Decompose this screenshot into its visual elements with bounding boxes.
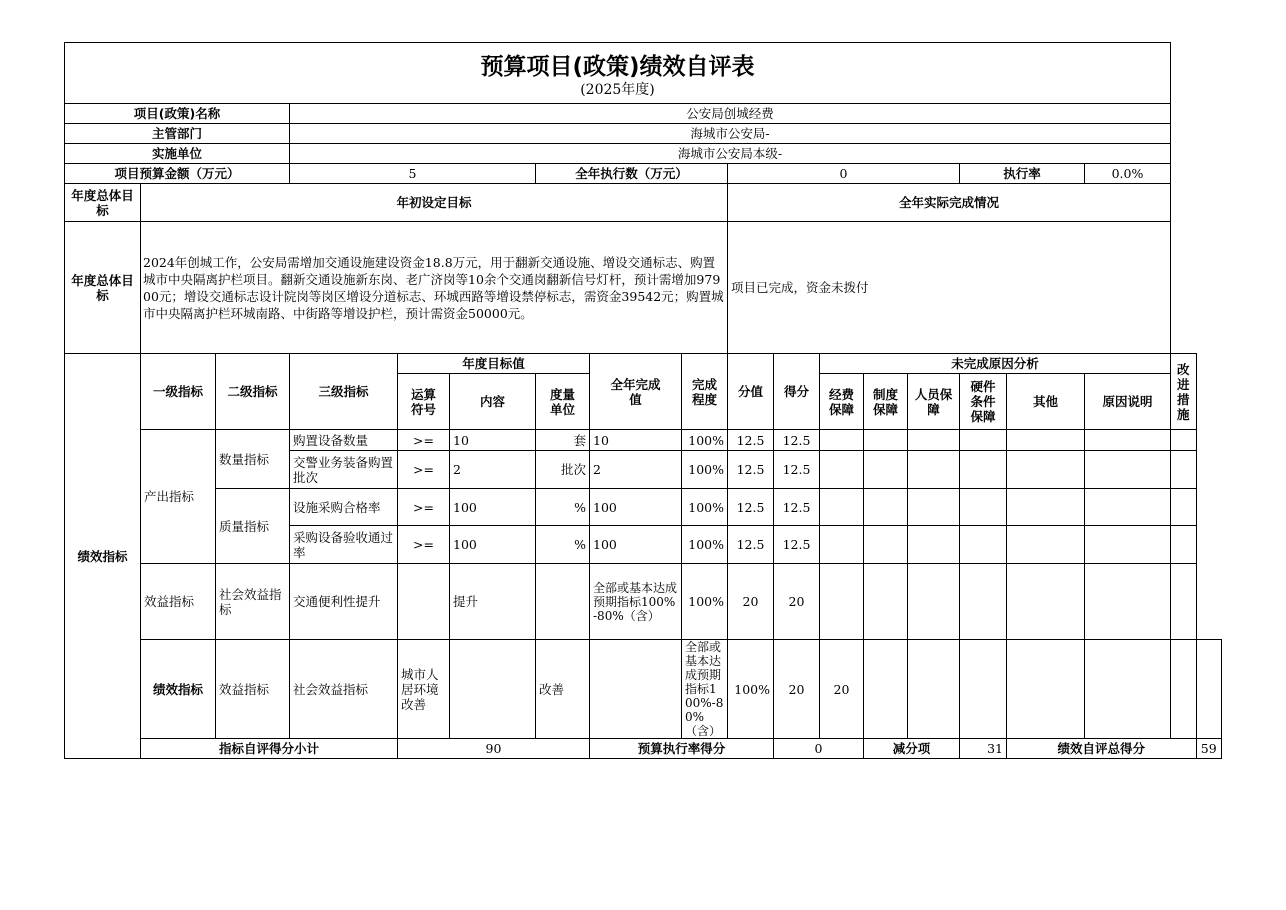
indicator-degree: 100%: [728, 640, 774, 739]
empty-cell: [960, 640, 1007, 739]
header-got: 得分: [774, 354, 820, 430]
empty-cell: [1085, 430, 1171, 451]
unit-label: 实施单位: [65, 144, 290, 164]
indicator-degree: 100%: [682, 489, 728, 526]
empty-cell: [1171, 430, 1197, 451]
empty-cell: [864, 640, 908, 739]
empty-cell: [1196, 640, 1222, 739]
empty-cell: [908, 564, 960, 640]
subtotal-label: 指标自评得分小计: [141, 739, 398, 759]
group-output: 产出指标: [141, 430, 216, 564]
empty-cell: [820, 526, 864, 564]
executed-label: 全年执行数（万元）: [536, 164, 728, 184]
page-title: 预算项目(政策)绩效自评表: [480, 54, 755, 80]
header-r-desc: 原因说明: [1085, 374, 1171, 430]
empty-cell: [960, 451, 1007, 489]
indicator-score: 12.5: [728, 526, 774, 564]
total-value: 59: [1196, 739, 1222, 759]
indicator-unit: 批次: [536, 451, 590, 489]
indicator-unit: [536, 564, 590, 640]
indicator-op: >=: [398, 526, 450, 564]
indicator-degree: 100%: [682, 451, 728, 489]
indicator-got: 20: [820, 640, 864, 739]
indicator-degree: 100%: [682, 430, 728, 451]
header-r-other: 其他: [1007, 374, 1085, 430]
header-improve: 改进措施: [1171, 354, 1197, 430]
rate-label: 执行率: [960, 164, 1085, 184]
group-social: 社会效益指标: [290, 640, 398, 739]
indicator-name: 城市人居环境改善: [398, 640, 450, 739]
indicator-annual: 100: [590, 489, 682, 526]
empty-cell: [1007, 430, 1085, 451]
planned-goal-text: 2024年创城工作，公安局需增加交通设施建设资金18.8万元，用于翻新交通设施、增设交通标志、购置城市中央隔离护栏项目。翻新交通设施新东岗、老广济岗等10余个交通岗翻新信号灯杆，预计需增加97900元；增设交通标志设计院岗等岗区增设分道标志、环城西路等增设禁停标志，需资金39542元；购置城市中央隔离护栏环城南路、中街路等增设护栏，预计需资金50000元。: [141, 222, 728, 354]
indicator-op: [398, 564, 450, 640]
indicator-content: 改善: [536, 640, 590, 739]
empty-cell: [908, 489, 960, 526]
indicator-unit: [590, 640, 682, 739]
empty-cell: [820, 430, 864, 451]
empty-cell: [864, 564, 908, 640]
header-level1: 一级指标: [141, 354, 216, 430]
empty-cell: [864, 451, 908, 489]
indicator-got: 12.5: [774, 430, 820, 451]
indicator-degree: 100%: [682, 564, 728, 640]
empty-cell: [1085, 451, 1171, 489]
empty-cell: [1171, 489, 1197, 526]
indicator-op: >=: [398, 430, 450, 451]
empty-cell: [820, 564, 864, 640]
header-r-staff: 人员保障: [908, 374, 960, 430]
indicator-content: 2: [450, 451, 536, 489]
indicator-content: 10: [450, 430, 536, 451]
indicator-name: 设施采购合格率: [290, 489, 398, 526]
perf-indicator-label: 绩效指标: [65, 354, 141, 759]
rate-value: 0.0%: [1085, 164, 1171, 184]
empty-cell: [820, 451, 864, 489]
page-subtitle: (2025年度): [580, 82, 655, 98]
dept-label: 主管部门: [65, 124, 290, 144]
project-name-label: 项目(政策)名称: [65, 104, 290, 124]
indicator-annual: 100: [590, 526, 682, 564]
empty-cell: [960, 430, 1007, 451]
header-level3: 三级指标: [290, 354, 398, 430]
indicator-unit: 套: [536, 430, 590, 451]
empty-cell: [1007, 564, 1085, 640]
actual-goal-header: 全年实际完成情况: [728, 184, 1171, 222]
empty-cell: [960, 489, 1007, 526]
empty-cell: [1085, 526, 1171, 564]
indicator-got: 12.5: [774, 526, 820, 564]
group-social: 社会效益指标: [216, 564, 290, 640]
empty-cell: [820, 489, 864, 526]
empty-cell: [908, 451, 960, 489]
indicator-score: 12.5: [728, 430, 774, 451]
indicator-score: 20: [774, 640, 820, 739]
indicator-name: 购置设备数量: [290, 430, 398, 451]
exec-score-value: 0: [774, 739, 864, 759]
header-r-sys: 制度保障: [864, 374, 908, 430]
header-score: 分值: [728, 354, 774, 430]
indicator-annual: 全部或基本达成预期指标100%-80%（含）: [682, 640, 728, 739]
indicator-annual: 10: [590, 430, 682, 451]
empty-cell: [1085, 564, 1171, 640]
group-quality: 质量指标: [216, 489, 290, 564]
indicator-op: >=: [398, 489, 450, 526]
title-cell: [65, 43, 1171, 104]
empty-cell: [1007, 526, 1085, 564]
indicator-score: 12.5: [728, 489, 774, 526]
goals-row-label-2: 年度总体目标: [65, 222, 141, 354]
header-annual: 全年完成值: [590, 354, 682, 430]
indicator-annual: 全部或基本达成预期指标100%-80%（含）: [590, 564, 682, 640]
indicator-unit: %: [536, 489, 590, 526]
empty-cell: [908, 640, 960, 739]
perf-indicator-label-2: 绩效指标: [141, 640, 216, 739]
budget-value: 5: [290, 164, 536, 184]
unit-value: 海城市公安局本级-: [290, 144, 1171, 164]
empty-cell: [864, 489, 908, 526]
empty-cell: [960, 526, 1007, 564]
indicator-name: 交警业务装备购置批次: [290, 451, 398, 489]
header-reason-group: 未完成原因分析: [820, 354, 1171, 374]
executed-value: 0: [728, 164, 960, 184]
indicator-degree: 100%: [682, 526, 728, 564]
indicator-annual: 2: [590, 451, 682, 489]
indicator-unit: %: [536, 526, 590, 564]
header-r-fund: 经费保障: [820, 374, 864, 430]
exec-score-label: 预算执行率得分: [590, 739, 774, 759]
indicator-content: 100: [450, 526, 536, 564]
header-degree: 完成程度: [682, 354, 728, 430]
evaluation-table: [64, 42, 1222, 759]
header-level2: 二级指标: [216, 354, 290, 430]
group-benefit: 效益指标: [141, 564, 216, 640]
deduct-label: 减分项: [864, 739, 960, 759]
empty-cell: [1171, 640, 1197, 739]
header-unit: 度量单位: [536, 374, 590, 430]
header-op: 运算符号: [398, 374, 450, 430]
empty-cell: [908, 430, 960, 451]
indicator-op: [450, 640, 536, 739]
dept-value: 海城市公安局-: [290, 124, 1171, 144]
empty-cell: [1007, 640, 1085, 739]
empty-cell: [908, 526, 960, 564]
self-evaluation-form: [64, 42, 1222, 759]
empty-cell: [960, 564, 1007, 640]
empty-cell: [1085, 640, 1171, 739]
budget-label: 项目预算金额（万元）: [65, 164, 290, 184]
empty-cell: [1171, 526, 1197, 564]
planned-goal-header: 年初设定目标: [141, 184, 728, 222]
group-benefit: 效益指标: [216, 640, 290, 739]
indicator-got: 12.5: [774, 489, 820, 526]
indicator-op: >=: [398, 451, 450, 489]
group-quantity: 数量指标: [216, 430, 290, 489]
indicator-score: 12.5: [728, 451, 774, 489]
indicator-content: 100: [450, 489, 536, 526]
indicator-content: 提升: [450, 564, 536, 640]
empty-cell: [864, 526, 908, 564]
indicator-got: 20: [774, 564, 820, 640]
empty-cell: [1171, 451, 1197, 489]
empty-cell: [1171, 564, 1197, 640]
actual-goal-text: 项目已完成，资金未拨付: [728, 222, 1171, 354]
header-target-group: 年度目标值: [398, 354, 590, 374]
indicator-name: 采购设备验收通过率: [290, 526, 398, 564]
project-name-value: 公安局创城经费: [290, 104, 1171, 124]
goals-row-label: 年度总体目标: [65, 184, 141, 222]
total-label: 绩效自评总得分: [1007, 739, 1197, 759]
empty-cell: [1007, 489, 1085, 526]
header-r-hw: 硬件条件保障: [960, 374, 1007, 430]
subtotal-value: 90: [398, 739, 590, 759]
deduct-value: 31: [960, 739, 1007, 759]
empty-cell: [1085, 489, 1171, 526]
header-content: 内容: [450, 374, 536, 430]
empty-cell: [864, 430, 908, 451]
empty-cell: [1007, 451, 1085, 489]
indicator-got: 12.5: [774, 451, 820, 489]
indicator-name: 交通便利性提升: [290, 564, 398, 640]
indicator-score: 20: [728, 564, 774, 640]
